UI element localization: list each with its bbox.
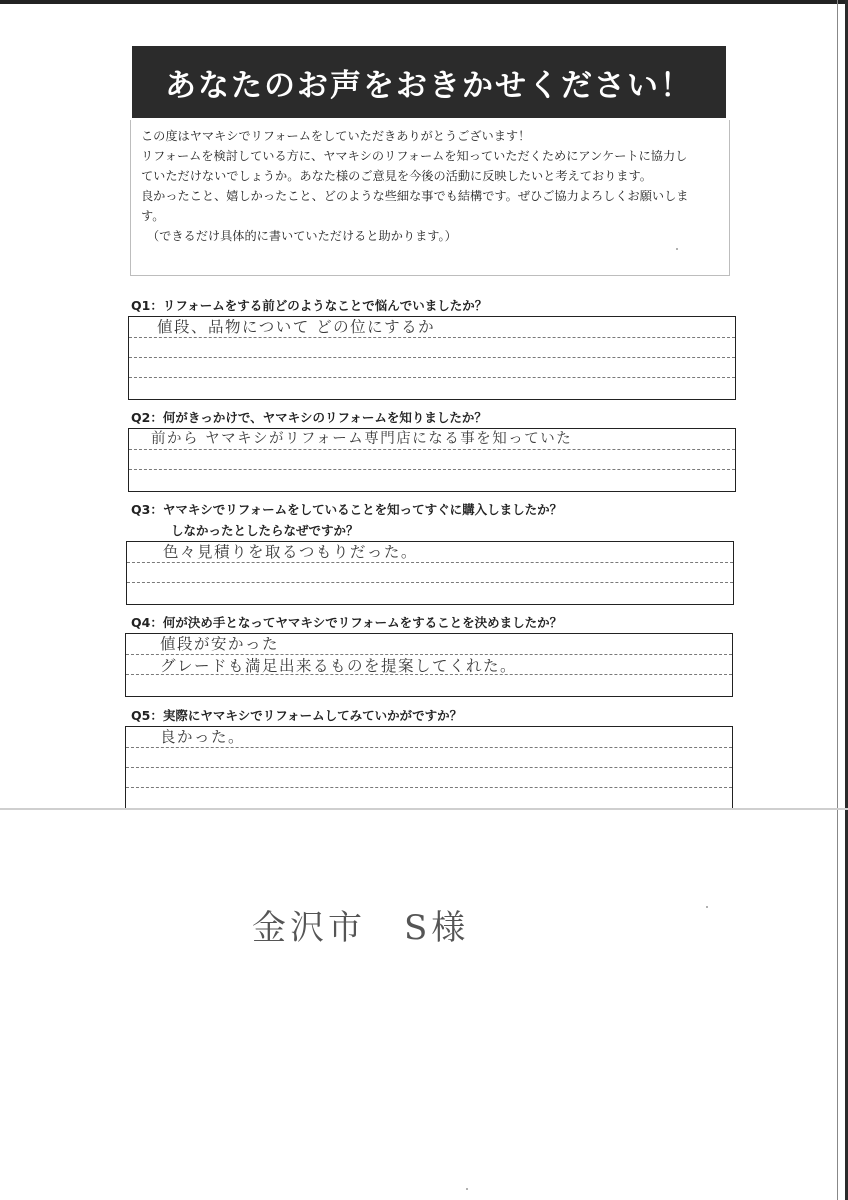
ruled-line	[127, 562, 733, 563]
answer-box-q1	[128, 316, 736, 400]
customer-signature: 金沢市 S様	[252, 908, 470, 948]
intro-line: リフォームを検討している方に、ヤマキシのリフォームを知っていただくためにアンケートに協力し	[141, 149, 688, 163]
page-top-edge	[0, 0, 848, 4]
ruled-line	[129, 449, 735, 450]
ruled-line	[129, 337, 735, 338]
intro-line: ていただけないでしょうか。あなた様のご意見を今後の活動に反映したいと考えております。	[141, 169, 652, 183]
ruled-line	[126, 787, 732, 788]
scan-speck	[676, 248, 678, 250]
answer-box-q3	[126, 541, 734, 605]
ruled-line	[126, 767, 732, 768]
question-1-label: Q1：リフォームをする前どのようなことで悩んでいましたか？	[131, 298, 488, 313]
question-4-label: Q4：何が決め手となってヤマキシでリフォームをすることを決めましたか？	[131, 615, 563, 630]
question-2-label: Q2：何がきっかけで、ヤマキシのリフォームを知りましたか？	[131, 410, 487, 425]
intro-line: 良かったこと、嬉しかったこと、どのような些細な事でも結構です。ぜひご協力よろしくお願いしま	[141, 189, 689, 203]
intro-text-box	[130, 120, 730, 276]
ruled-line	[127, 582, 733, 583]
handwritten-answer-q2: 前から ヤマキシがリフォーム専門店になる事を知っていた	[151, 431, 573, 447]
page-right-edge-line	[837, 0, 838, 1200]
answer-box-q2	[128, 428, 736, 492]
ruled-line	[129, 469, 735, 470]
handwritten-answer-q3: 色々見積りを取るつもりだった。	[163, 543, 418, 561]
handwritten-answer-q5: 良かった。	[160, 728, 246, 746]
question-3-label: Q3：ヤマキシでリフォームをしていることを知ってすぐに購入しましたか？	[131, 502, 563, 517]
survey-title: あなたのお声をおきかせください！	[165, 67, 693, 104]
scan-seam-line	[0, 808, 848, 810]
question-5-label: Q5：実際にヤマキシでリフォームしてみていかがですか？	[131, 708, 463, 723]
answer-box-q5	[125, 726, 733, 810]
scan-speck	[466, 1188, 468, 1190]
question-3-sublabel: しなかったとしたらなぜですか？	[171, 523, 359, 538]
handwritten-answer-q1: 値段、品物について どの位にするか	[157, 318, 436, 336]
ruled-line	[126, 747, 732, 748]
handwritten-answer-q4-line1: 値段が安かった	[160, 635, 280, 653]
survey-title-banner	[132, 46, 726, 118]
intro-line: （できるだけ具体的に書いていただけると助かります。）	[147, 229, 457, 243]
handwritten-answer-q4-line2: グレードも満足出来るものを提案してくれた。	[160, 657, 518, 675]
ruled-line	[129, 377, 735, 378]
intro-line: す。	[141, 209, 165, 223]
intro-line: この度はヤマキシでリフォームをしていただきありがとうございます！	[141, 129, 531, 143]
scan-speck	[706, 906, 708, 908]
ruled-line	[129, 357, 735, 358]
answer-box-q4	[125, 633, 733, 697]
